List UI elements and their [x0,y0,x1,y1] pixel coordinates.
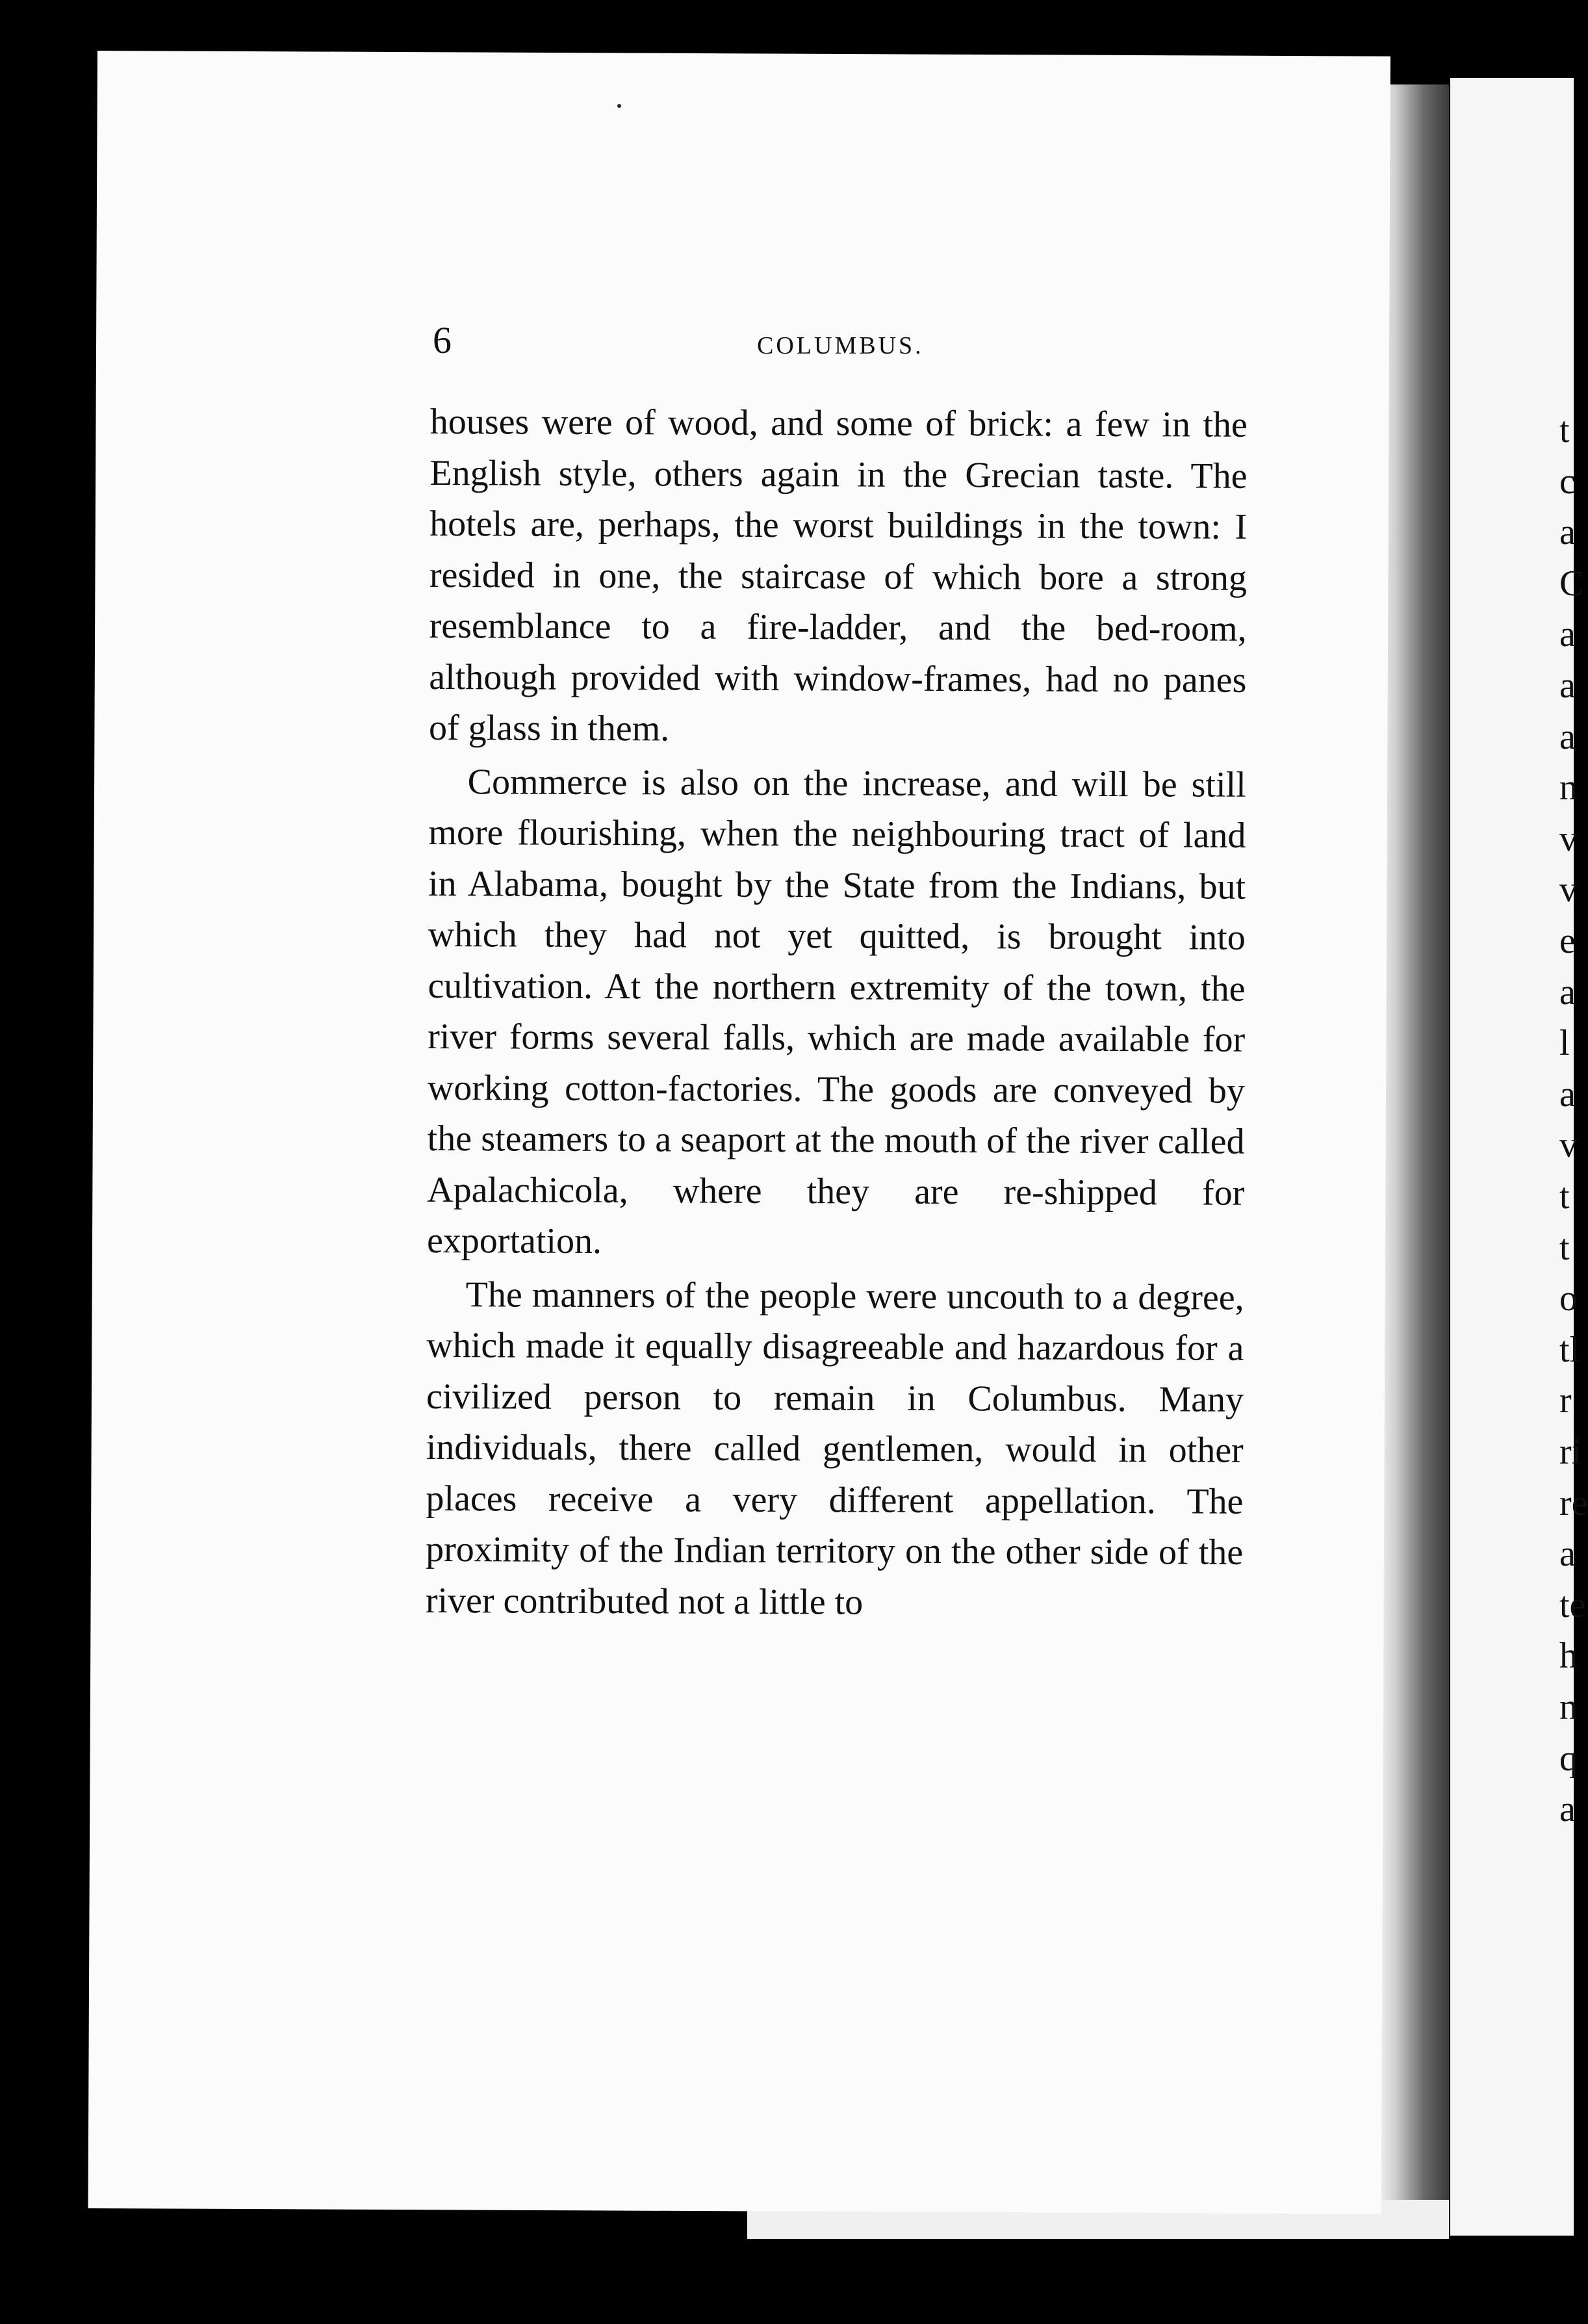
facing-page-letter: a [1559,1789,1576,1829]
facing-page-letter: t [1559,1176,1570,1217]
facing-page [1450,78,1574,2236]
facing-page-letter: c [1559,461,1576,502]
facing-page-letter: v [1559,1125,1578,1165]
facing-page-letter: a [1559,614,1576,654]
facing-page-letter: h [1559,1636,1578,1676]
facing-page-letter: C [1559,563,1584,604]
facing-page-letter: t [1559,1228,1570,1268]
facing-page-letter: a [1559,972,1576,1013]
facing-page-letter: r [1559,1380,1572,1421]
body-text [426,396,1248,1629]
facing-page-letter: o [1559,1278,1578,1319]
paragraph-3: The manners of the people were uncouth to a degree, which made it equally disagreeable and hazardous for a civilized person to remain in Columbus. Many individuals, there called gentlemen, would in other places receive a very different appellation. The proximity of the Indian territory on the other side of the river contributed not a little to [425,1274,1244,1623]
facing-page-letter: q [1559,1738,1578,1779]
facing-page-letter: a [1559,717,1576,757]
facing-page-letter: v [1559,870,1578,910]
facing-page-letter: te [1559,1585,1586,1625]
page-number: 6 [433,319,452,361]
facing-page-letter: a [1559,665,1576,706]
facing-page-letter: re [1559,1483,1588,1523]
facing-page-letter: n [1559,768,1578,808]
paragraph-2: Commerce is also on the increase, and will be still more flourishing, when the neighbouring tract of land in Alabama, bought by the State from the Indians, but which they had not yet quitted, is brought into cultivation. At the northern extremity of the town, the river forms several falls, which are made available for working cotton-factories. The goods are conveyed by the steamers to a seaport at the mouth of the river called Apalachicola, where they are re-shipped for exportation. [426,761,1246,1262]
facing-page-letter: a [1559,1074,1576,1115]
page-speck [617,104,621,108]
facing-page-letter: a [1559,512,1576,552]
facing-page-letter: e [1559,921,1576,961]
facing-page-letter: l [1559,1023,1570,1063]
facing-page-letter: t [1559,410,1570,450]
facing-page-letter: n [1559,1687,1578,1727]
paragraph-1: houses were of wood, and some of brick: a few in the English style, others again in the Grecian taste. The hotels are, perhaps, the worst buildings in the town: I resided in one, the staircase of which bore a strong resemblance to a fire-ladder, and the bed-room, although provided with window-frames, had no panes of glass in them. [428,401,1248,749]
running-head: COLUMBUS. [757,332,924,359]
facing-page-letter: v [1559,819,1578,859]
facing-page-letter: a [1559,1534,1576,1574]
facing-page-letter: ri [1559,1432,1582,1472]
facing-page-letter: tl [1559,1330,1580,1370]
